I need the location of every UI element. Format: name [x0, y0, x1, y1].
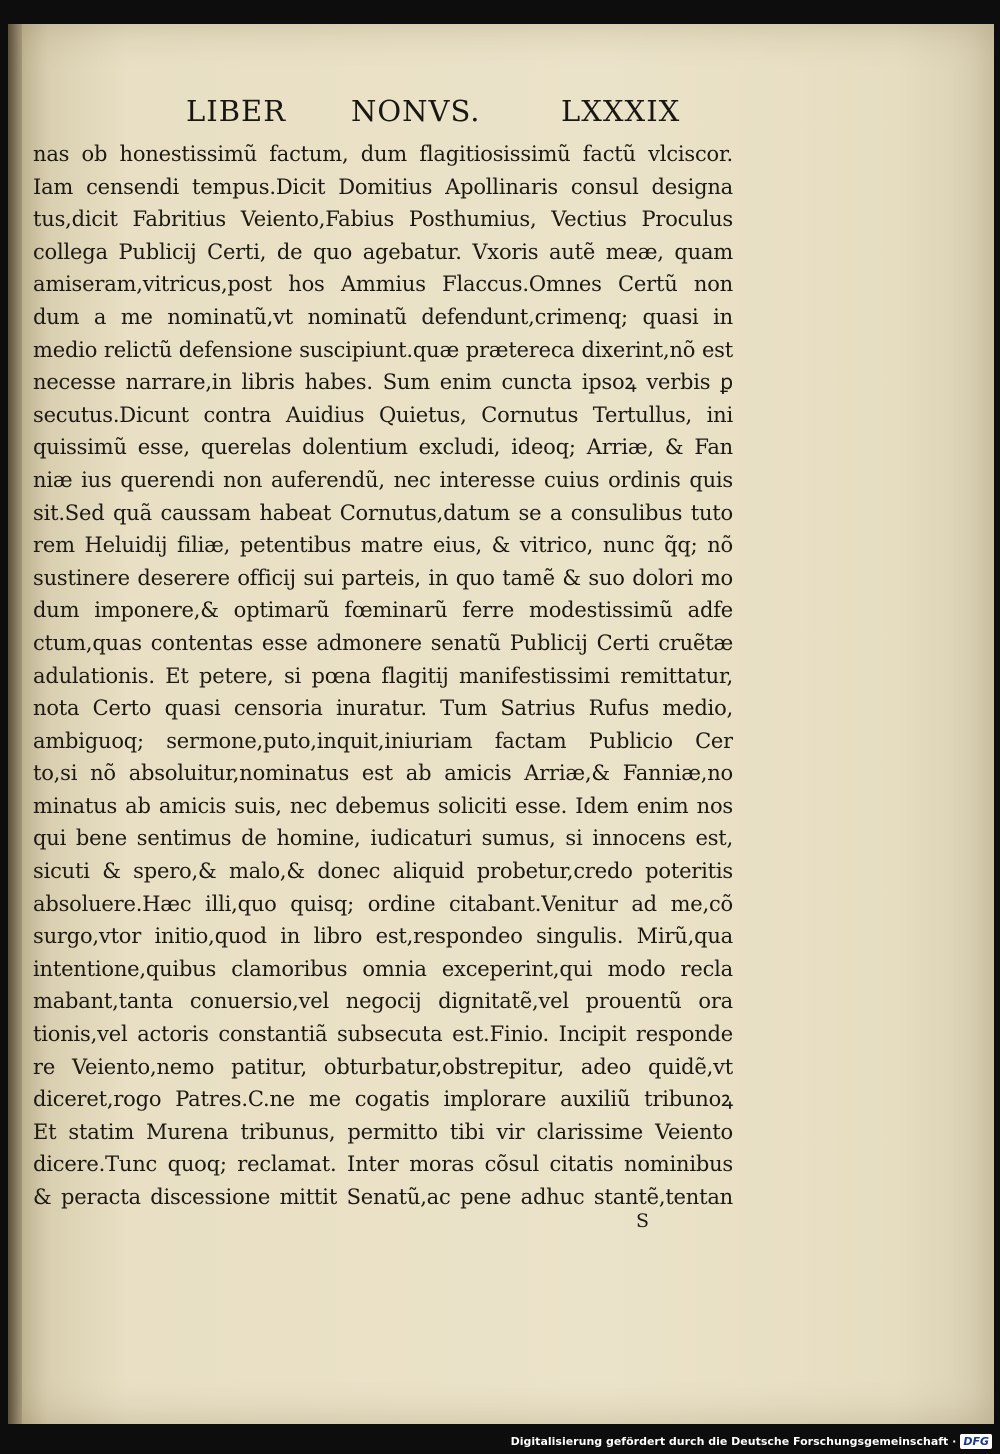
dfg-logo: DFG: [960, 1434, 992, 1449]
signature-mark: S: [636, 1210, 650, 1232]
running-head-number: NONVS.: [351, 94, 481, 128]
text-line: to,si nõ absoluitur,nominatus est ab amicis Arriæ,& Fanniæ,no: [33, 761, 733, 786]
text-line: quissimũ esse, querelas dolentium excludi, ideoq; Arriæ, & Fan: [33, 435, 733, 460]
text-line: secutus.Dicunt contra Auidius Quietus, Cornutus Tertullus, ini: [33, 402, 733, 427]
text-line: sit.Sed quã caussam habeat Cornutus,datum se a consulibus tuto: [33, 500, 733, 525]
text-line: intentione,quibus clamoribus omnia exceperint,qui modo recla: [33, 956, 733, 981]
text-line: dum imponere,& optimarũ fœminarũ ferre modestissimũ adfe: [33, 598, 733, 623]
text-line: dum a me nominatũ,vt nominatũ defendunt,crimenq; quasi in: [33, 304, 733, 329]
text-line: niæ ius querendi non auferendũ, nec interesse cuius ordinis quis: [33, 467, 733, 492]
folio-number: LXXXIX: [561, 94, 681, 128]
text-line: minatus ab amicis suis, nec debemus soliciti esse. Idem enim nos: [33, 793, 733, 818]
running-head: [186, 94, 681, 134]
funding-credit-text: Digitalisierung gefördert durch die Deutsche Forschungsgemeinschaft ·: [510, 1434, 957, 1448]
text-line: Iam censendi tempus.Dicit Domitius Apollinaris consul designa: [33, 174, 733, 199]
text-line: qui bene sentimus de homine, iudicaturi sumus, si innocens est,: [33, 826, 733, 851]
text-line: sicuti & spero,& malo,& donec aliquid probetur,credo poteritis: [33, 859, 733, 884]
body-text: [33, 138, 733, 1214]
text-line: mabant,tanta conuersio,vel negocij dignitatẽ,vel prouentũ ora: [33, 989, 733, 1014]
footer-credit: [511, 1432, 992, 1450]
text-line: adulationis. Et petere, si pœna flagitij manifestissimi remittatur,: [33, 663, 733, 688]
text-line: ambiguoq; sermone,puto,inquit,iniuriam factam Publicio Cer: [33, 728, 733, 753]
page-binding-edge: [8, 24, 22, 1424]
text-line: Et statim Murena tribunus, permitto tibi vir clarissime Veiento: [33, 1119, 733, 1144]
text-line: nota Certo quasi censoria inuratur. Tum Satrius Rufus medio,: [33, 696, 733, 721]
text-line: rem Heluidij filiæ, petentibus matre eius, & vitrico, nunc q̃q; nõ: [33, 533, 733, 558]
text-line: nas ob honestissimũ factum, dum flagitiosissimũ factũ vlciscor.: [33, 142, 733, 166]
text-line: necesse narrare,in libris habes. Sum enim cuncta ipsoꝝ verbis ꝑ: [33, 370, 733, 395]
text-line: tus,dicit Fabritius Veiento,Fabius Posthumius, Vectius Proculus: [33, 207, 733, 232]
text-line: & peracta discessione mittit Senatũ,ac pene adhuc stantẽ,tentan: [33, 1185, 733, 1209]
book-page: [8, 24, 994, 1424]
running-head-book: LIBER: [186, 94, 287, 128]
text-line: surgo,vtor initio,quod in libro est,respondeo singulis. Mirũ,qua: [33, 924, 733, 949]
text-line: collega Publicij Certi, de quo agebatur. Vxoris autẽ meæ, quam: [33, 239, 733, 264]
text-line: diceret,rogo Patres.C.ne me cogatis implorare auxiliũ tribunoꝝ: [33, 1087, 733, 1112]
text-line: amiseram,vitricus,post hos Ammius Flaccus.Omnes Certũ non: [33, 272, 733, 297]
text-line: medio relictũ defensione suscipiunt.quæ prætereca dixerint,nõ est: [33, 337, 733, 362]
text-line: tionis,vel actoris constantiã subsecuta est.Finio. Incipit responde: [33, 1022, 733, 1047]
text-line: ctum,quas contentas esse admonere senatũ Publicij Certi cruẽtæ: [33, 630, 733, 655]
text-line: absoluere.Hæc illi,quo quisq; ordine citabant.Venitur ad me,cõ: [33, 891, 733, 916]
text-line: sustinere deserere officij sui parteis, in quo tamẽ & suo dolori mo: [33, 565, 733, 590]
text-line: dicere.Tunc quoq; reclamat. Inter moras cõsul citatis nominibus: [33, 1152, 733, 1177]
text-line: re Veiento,nemo patitur, obturbatur,obstrepitur, adeo quidẽ,vt: [33, 1054, 733, 1079]
